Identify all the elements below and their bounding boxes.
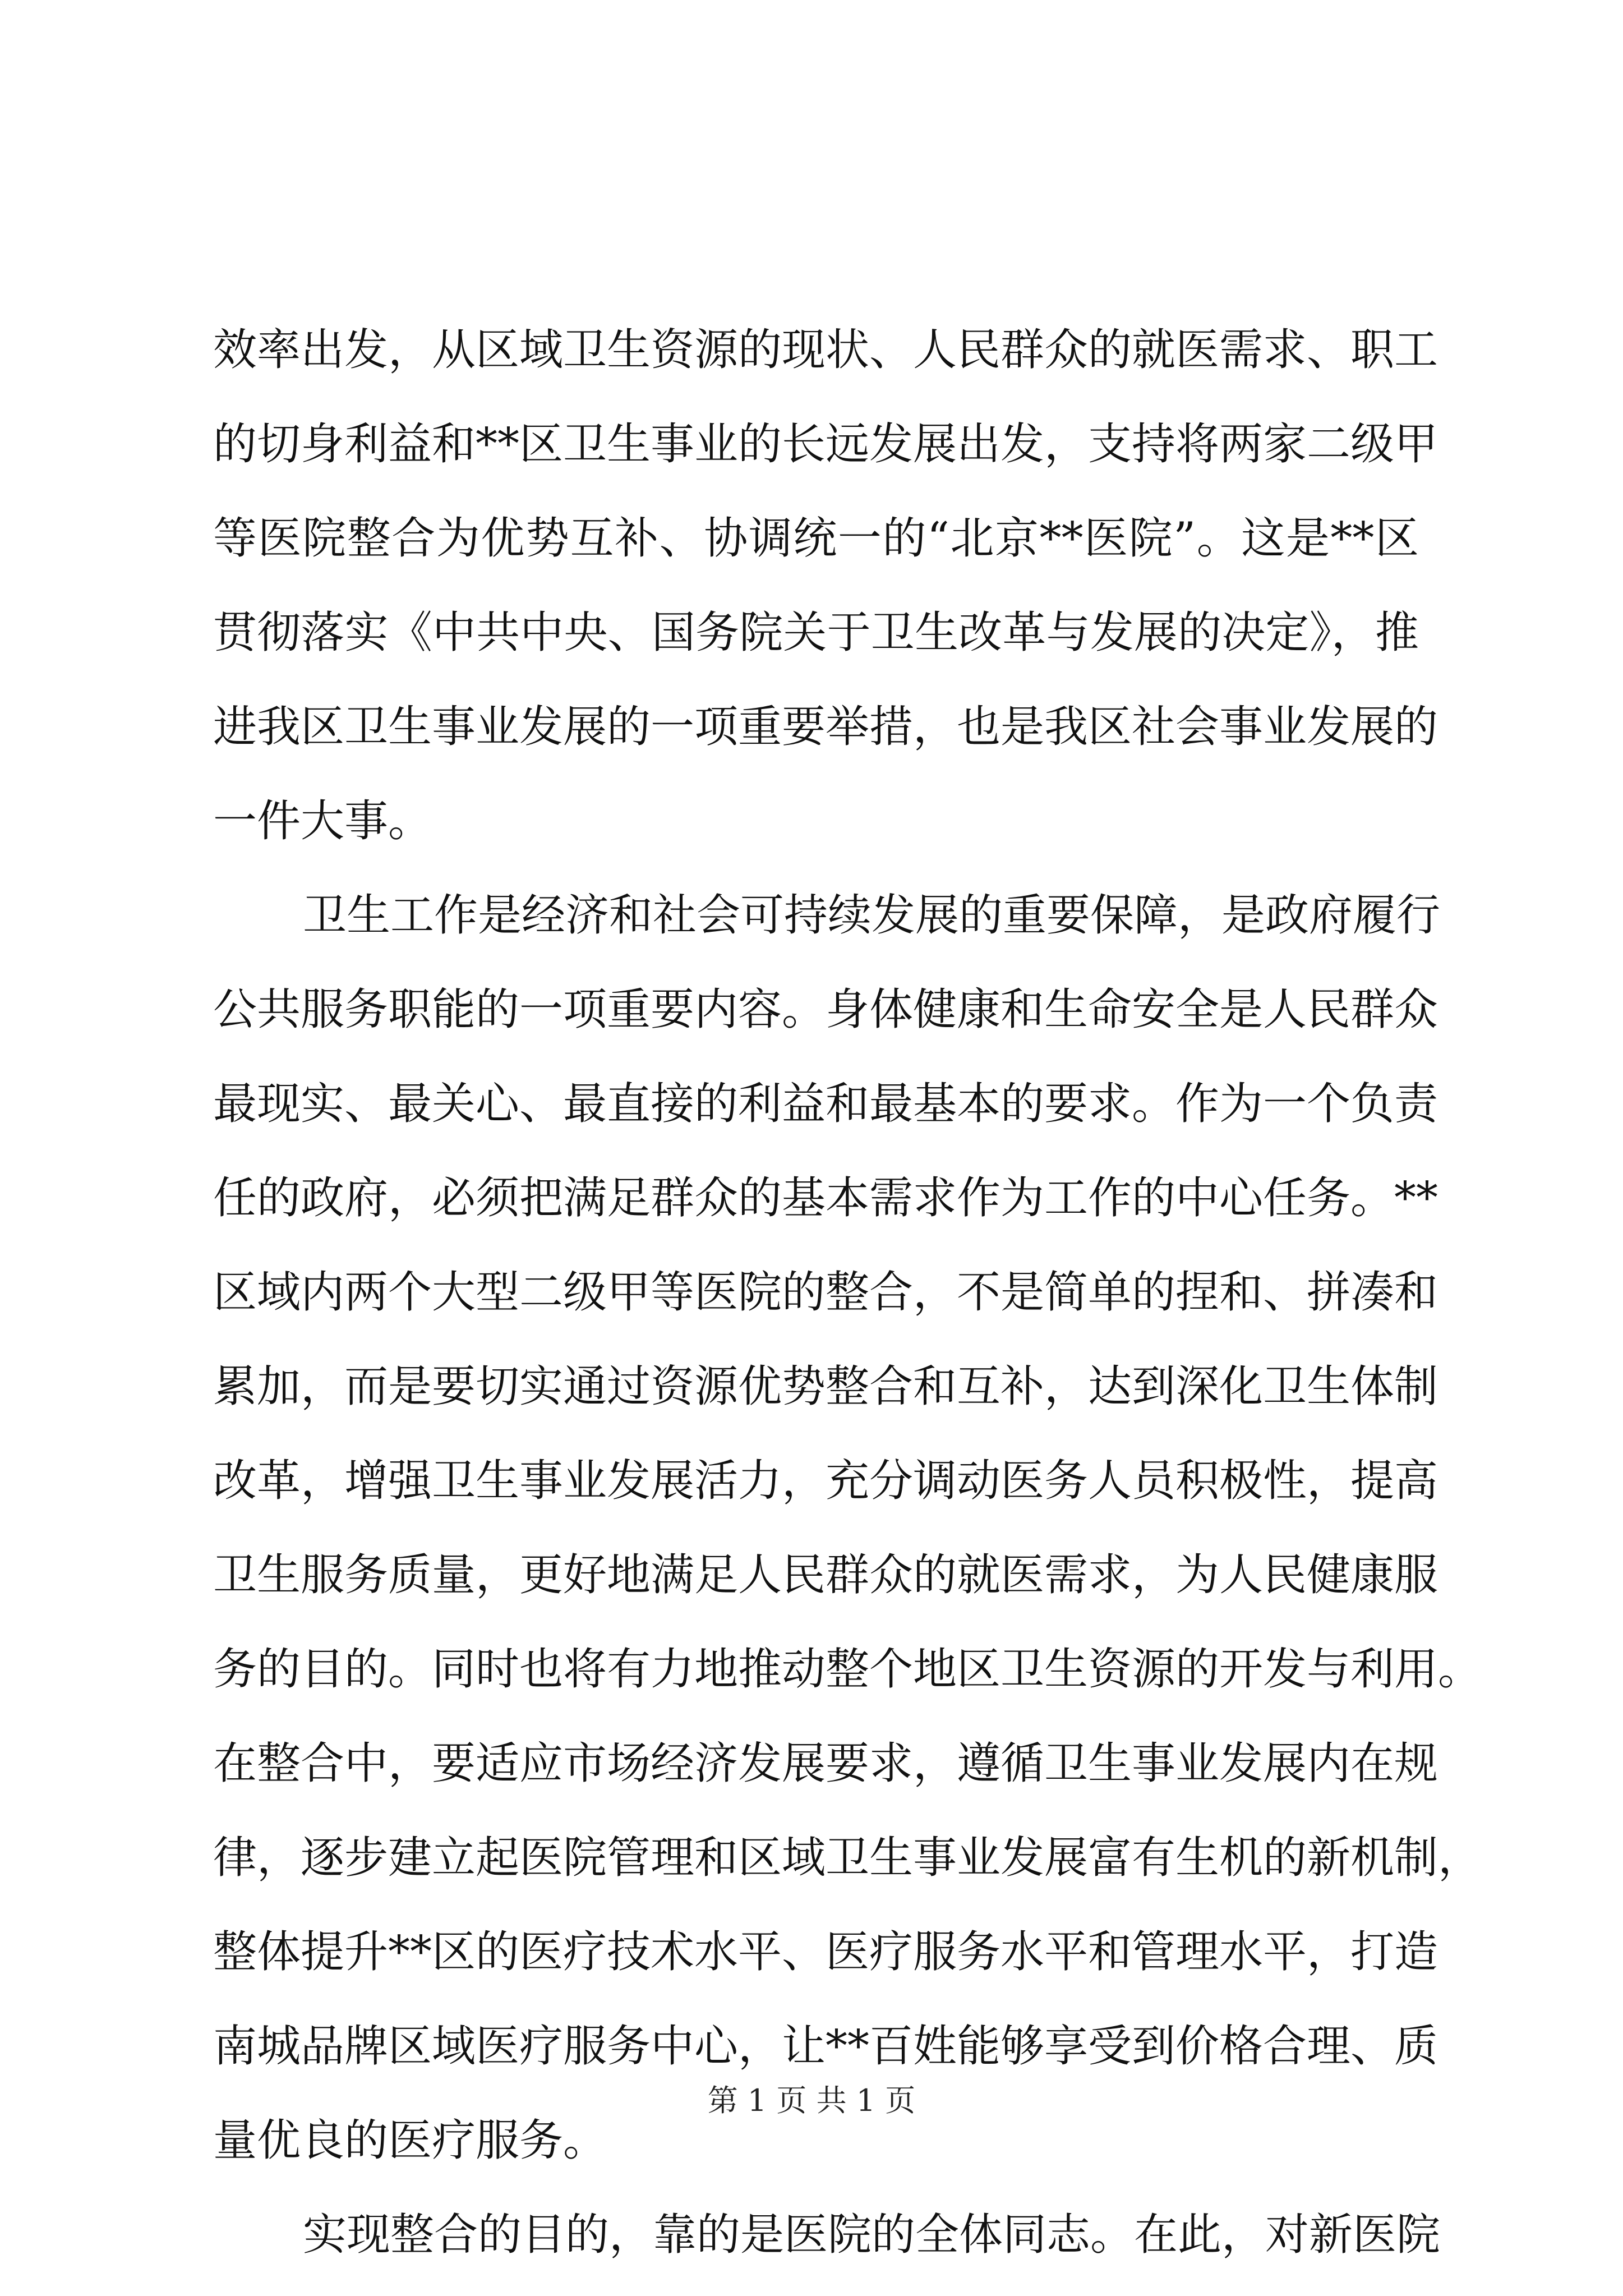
text-line: 在整合中，要适应市场经济发展要求，遵循卫生事业发展内在规 bbox=[213, 1738, 1438, 1789]
paragraph-first-line: 卫生工作是经济和社会可持续发展的重要保障，是政府履行 bbox=[303, 890, 1441, 941]
text-line: 贯彻落实《中共中央、国务院关于卫生改革与发展的决定》，推 bbox=[213, 608, 1419, 658]
text-line: 务的目的。同时也将有力地推动整个地区卫生资源的开发与利用。 bbox=[213, 1644, 1482, 1695]
text-line: 进我区卫生事业发展的一项重要举措，也是我区社会事业发展的 bbox=[213, 702, 1438, 752]
text-line: 南城品牌区域医疗服务中心，让**百姓能够享受到价格合理、质 bbox=[213, 2021, 1438, 2072]
text-line: 效率出发，从区域卫生资源的现状、人民群众的就医需求、职工 bbox=[213, 325, 1438, 375]
text-line: 一件大事。 bbox=[213, 796, 432, 846]
text-line: 的切身利益和**区卫生事业的长远发展出发，支持将两家二级甲 bbox=[213, 419, 1438, 470]
text-line: 改革，增强卫生事业发展活力，充分调动医务人员积极性，提高 bbox=[213, 1456, 1438, 1506]
text-line: 整体提升**区的医疗技术水平、医疗服务水平和管理水平，打造 bbox=[213, 1927, 1438, 1977]
text-line: 律，逐步建立起医院管理和区域卫生事业发展富有生机的新机制， bbox=[213, 1833, 1482, 1883]
text-line: 公共服务职能的一项重要内容。身体健康和生命安全是人民群众 bbox=[213, 984, 1438, 1035]
text-line: 任的政府，必须把满足群众的基本需求作为工作的中心任务。** bbox=[213, 1173, 1438, 1223]
page-footer: 第 1 页 共 1 页 bbox=[707, 2083, 916, 2118]
body-text bbox=[213, 303, 1482, 2282]
text-line: 累加，而是要切实通过资源优势整合和互补，达到深化卫生体制 bbox=[213, 1361, 1438, 1412]
paragraph-first-line: 实现整合的目的，靠的是医院的全体同志。在此，对新医院 bbox=[303, 2210, 1441, 2260]
text-line: 区域内两个大型二级甲等医院的整合，不是简单的捏和、拼凑和 bbox=[213, 1267, 1438, 1318]
text-line: 卫生服务质量，更好地满足人民群众的就医需求，为人民健康服 bbox=[213, 1550, 1438, 1600]
text-line: 最现实、最关心、最直接的利益和最基本的要求。作为一个负责 bbox=[213, 1079, 1438, 1129]
text-line: 量优良的医疗服务。 bbox=[213, 2115, 607, 2166]
text-line: 等医院整合为优势互补、协调统一的“北京**医院”。这是**区 bbox=[213, 513, 1419, 564]
